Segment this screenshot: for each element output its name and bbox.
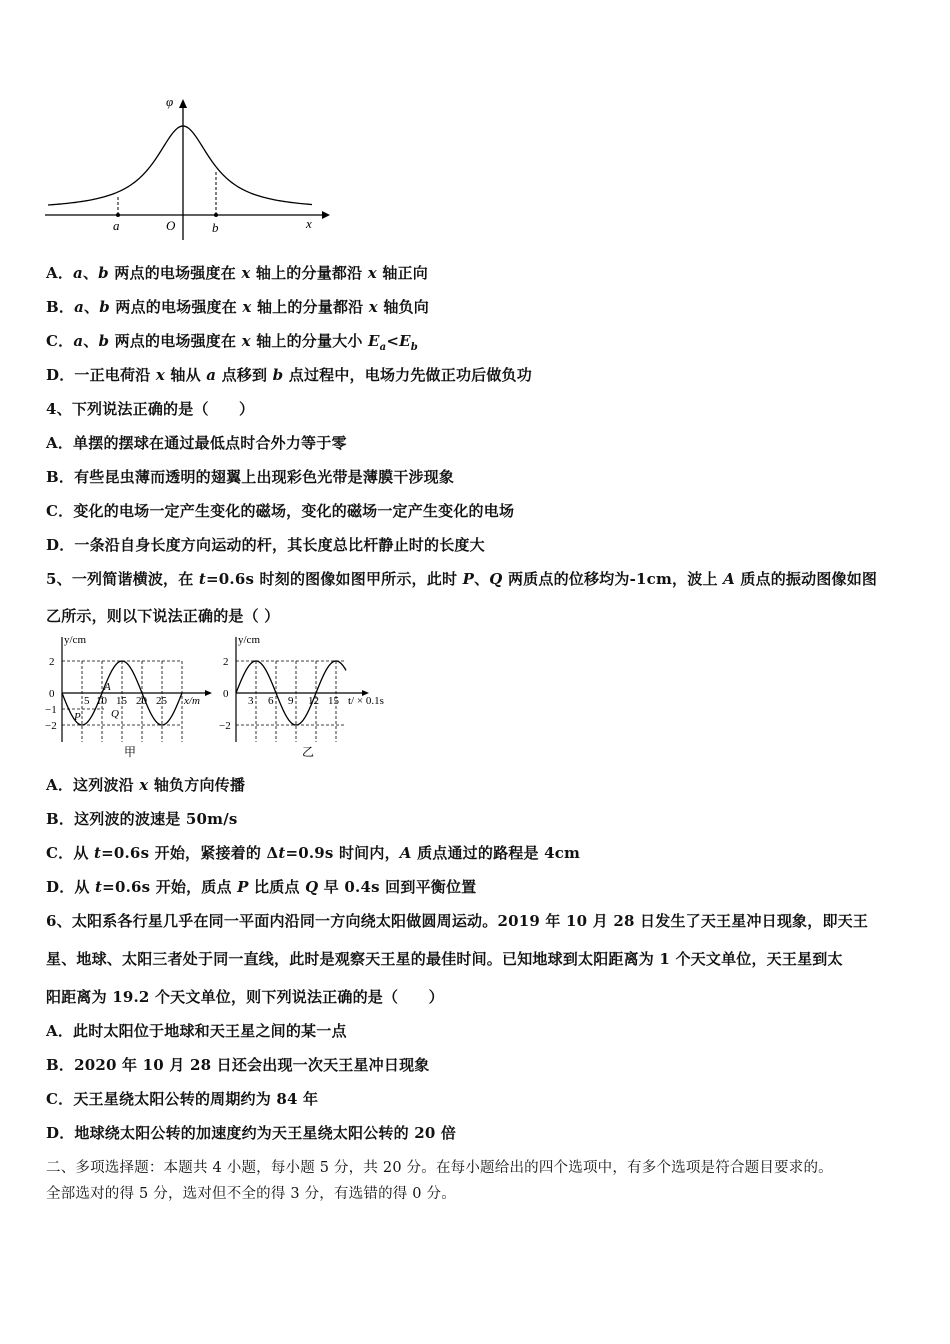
q4-option-c: C．变化的电场一定产生变化的磁场，变化的磁场一定产生变化的电场 <box>46 502 515 520</box>
x-tick-25: 25 <box>156 695 167 707</box>
t-tick-9: 9 <box>288 695 294 707</box>
q5-stem-line1: 5、一列简谐横波，在 t=0.6s 时刻的图像如图甲所示，此时 P、Q 两质点的位移均为-1cm，波上 A 质点的振动图像如图 <box>46 570 878 588</box>
y-tick-0-yi: 0 <box>223 688 229 700</box>
t-tick-6: 6 <box>268 695 274 707</box>
q6-option-a: A．此时太阳位于地球和天王星之间的某一点 <box>46 1022 347 1040</box>
x-tick-10: 10 <box>96 695 107 707</box>
point-b-label: b <box>212 220 219 235</box>
q6-stem-line3: 阳距离为 19.2 个天文单位，则下列说法正确的是（ ） <box>46 988 444 1006</box>
x-tick-20: 20 <box>136 695 147 707</box>
origin-label: O <box>166 218 176 233</box>
q6-option-c: C．天王星绕太阳公转的周期约为 84 年 <box>46 1090 319 1108</box>
y-tick-2-yi: 2 <box>223 656 229 668</box>
x-axis-label-jia: x/m <box>184 695 200 707</box>
q6-option-d: D．地球绕太阳公转的加速度约为天王星绕太阳公转的 20 倍 <box>46 1124 457 1142</box>
caption-yi: 乙 <box>302 745 315 759</box>
q6-option-b: B．2020 年 10 月 28 日还会出现一次天王星冲日现象 <box>46 1056 430 1074</box>
q5-option-c: C．从 t=0.6s 开始，紧接着的 Δt=0.9s 时间内，A 质点通过的路程是 4cm <box>46 844 581 862</box>
section2-scoring: 全部选对的得 5 分，选对但不全的得 3 分，有选错的得 0 分。 <box>46 1186 456 1202</box>
y-tick-0: 0 <box>49 688 55 700</box>
t-axis-label-yi: t/ × 0.1s <box>348 695 384 707</box>
q4-option-b: B．有些昆虫薄而透明的翅翼上出现彩色光带是薄膜干涉现象 <box>46 468 455 486</box>
q3-option-a: A．a、b 两点的电场强度在 x 轴上的分量都沿 x 轴正向 <box>46 264 428 282</box>
q3-option-c: C．a、b 两点的电场强度在 x 轴上的分量大小 $E_a<E_b$ <box>46 332 418 353</box>
x-tick-5: 5 <box>84 695 90 707</box>
y-axis-label-jia: y/cm <box>64 634 86 646</box>
vibration-graph-yi <box>218 632 398 760</box>
section2-heading: 二、多项选择题：本题共 4 小题，每小题 5 分，共 20 分。在每小题给出的四个选项中，有多个选项是符合题目要求的。 <box>46 1160 833 1176</box>
y-tick-neg1: −1 <box>45 704 57 716</box>
q3-option-b: B．a、b 两点的电场强度在 x 轴上的分量都沿 x 轴负向 <box>46 298 429 316</box>
point-a-label: a <box>113 218 120 233</box>
y-tick-neg2: −2 <box>45 720 57 732</box>
q3-option-d: D．一正电荷沿 x 轴从 a 点移到 b 点过程中，电场力先做正功后做负功 <box>46 366 532 384</box>
point-q-label: Q <box>111 708 119 720</box>
phi-label: φ <box>166 94 174 109</box>
point-p-label: P <box>74 711 81 723</box>
q5-stem-line2: 乙所示，则以下说法正确的是（ ） <box>46 607 280 625</box>
q6-stem-line1: 6、太阳系各行星几乎在同一平面内沿同一方向绕太阳做圆周运动。2019 年 10 月 28 日发生了天王星冲日现象，即天王 <box>46 912 869 930</box>
point-a-label-jia: A <box>104 681 111 693</box>
q4-option-d: D．一条沿自身长度方向运动的杆，其长度总比杆静止时的长度大 <box>46 536 485 554</box>
q5-option-b: B．这列波的波速是 50m/s <box>46 810 238 828</box>
q6-stem-line2: 星、地球、太阳三者处于同一直线，此时是观察天王星的最佳时间。已知地球到太阳距离为 1 个天文单位，天王星到太 <box>46 950 843 968</box>
q5-option-d: D．从 t=0.6s 开始，质点 P 比质点 Q 早 0.4s 回到平衡位置 <box>46 878 477 896</box>
caption-jia: 甲 <box>124 745 137 759</box>
x-tick-15: 15 <box>116 695 127 707</box>
x-axis-label: x <box>306 216 312 231</box>
y-tick-2: 2 <box>49 656 55 668</box>
y-tick-neg2-yi: −2 <box>219 720 231 732</box>
y-axis-label-yi: y/cm <box>238 634 260 646</box>
wave-graph-jia <box>44 632 214 760</box>
potential-graph <box>40 92 330 242</box>
t-tick-12: 12 <box>308 695 319 707</box>
q5-option-a: A．这列波沿 x 轴负方向传播 <box>46 776 246 794</box>
q4-stem: 4、下列说法正确的是（ ） <box>46 400 255 418</box>
t-tick-3: 3 <box>248 695 254 707</box>
q4-option-a: A．单摆的摆球在通过最低点时合外力等于零 <box>46 434 347 452</box>
t-tick-15: 15 <box>328 695 339 707</box>
